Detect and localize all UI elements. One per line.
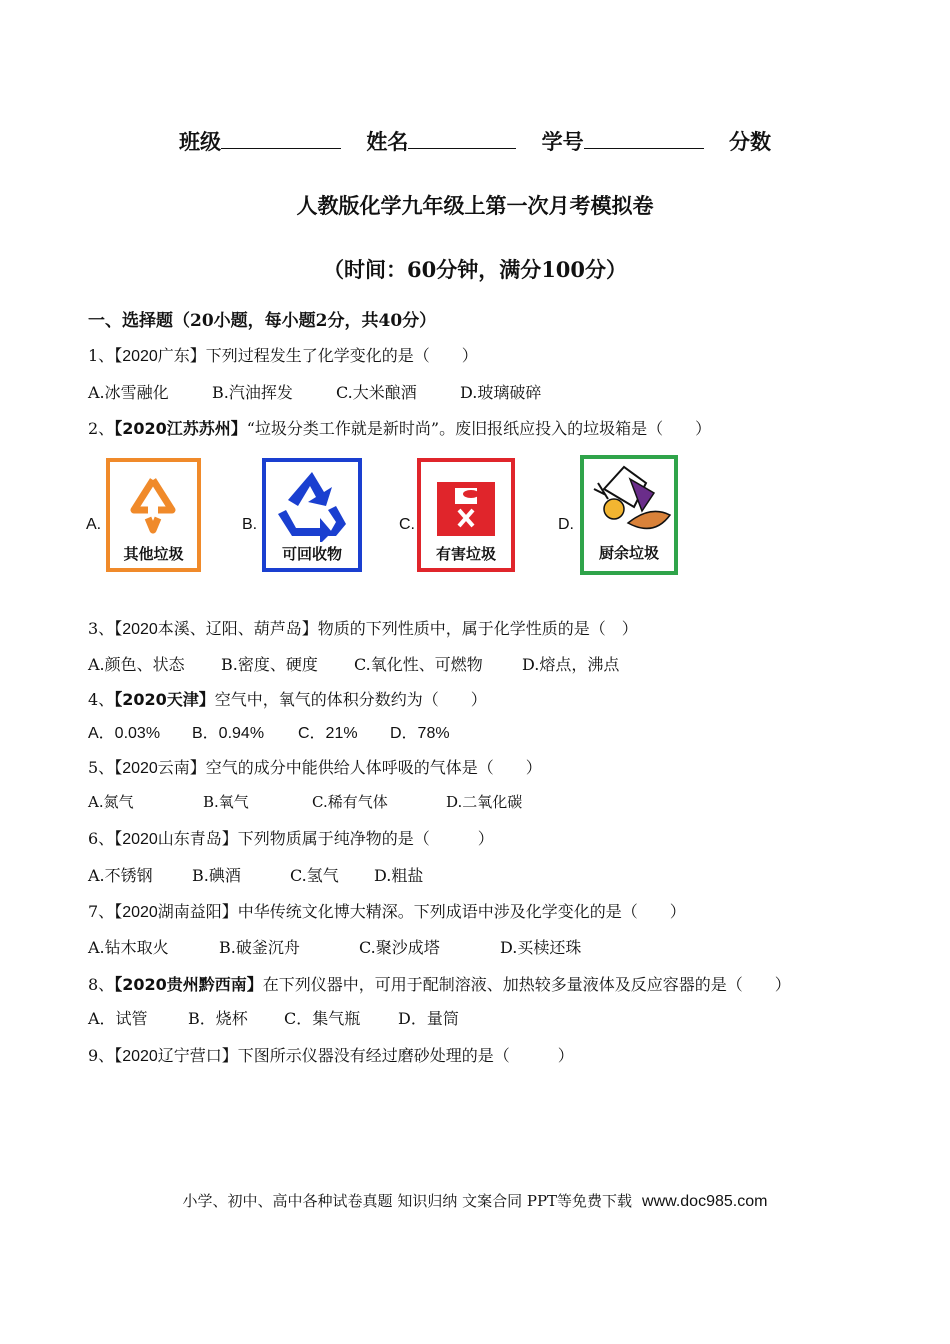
question-text: 在下列仪器中，可用于配制溶液、加热较多量液体及反应容器的是（ ）: [262, 975, 791, 994]
question-source: 【2020山东青岛】: [114, 831, 238, 848]
question-6-options: [88, 863, 423, 886]
option-b[interactable]: B.: [242, 516, 258, 533]
question-7: [88, 899, 686, 922]
option-d[interactable]: D.: [558, 516, 574, 533]
question-2: [88, 416, 711, 439]
option-d[interactable]: D．78%: [390, 725, 450, 742]
question-5: [88, 755, 542, 778]
option-c[interactable]: C．21%: [298, 725, 358, 742]
option-d[interactable]: D．量筒: [398, 1009, 459, 1028]
option-a[interactable]: A．试管: [88, 1009, 148, 1028]
question-7-options: [88, 935, 581, 958]
option-b[interactable]: B．0.94%: [192, 725, 265, 742]
bin-label: 有害垃圾: [435, 545, 496, 563]
option-a[interactable]: A.不锈钢: [88, 866, 153, 885]
other-waste-icon: [110, 462, 197, 542]
option-c[interactable]: C．集气瓶: [284, 1009, 361, 1028]
option-b[interactable]: B.密度、硬度: [221, 655, 318, 674]
exam-title: 人教版化学九年级上第一次月考模拟卷: [296, 193, 654, 218]
waste-bin-options: [86, 455, 706, 580]
question-9: [88, 1043, 574, 1066]
question-source: 【2020江苏苏州】: [114, 419, 247, 438]
question-1-options: [88, 380, 541, 403]
question-3-options: [88, 652, 619, 675]
question-4: [88, 687, 487, 710]
question-6: [88, 826, 494, 849]
kitchen-waste-icon: [584, 459, 674, 545]
page-footer: [0, 1190, 950, 1211]
option-a[interactable]: A.: [86, 516, 102, 533]
question-text: 下图所示仪器没有经过磨砂处理的是（ ）: [237, 1046, 574, 1065]
option-d[interactable]: D.熔点，沸点: [522, 655, 620, 674]
question-number: 3、: [88, 619, 115, 638]
bin-label: 其他垃圾: [123, 545, 184, 563]
score-label: 分数: [728, 129, 771, 154]
class-blank[interactable]: [221, 128, 341, 149]
question-source: 【2020天津】: [114, 690, 215, 709]
option-b[interactable]: B．烧杯: [188, 1009, 248, 1028]
option-b[interactable]: B.破釜沉舟: [219, 938, 300, 957]
question-number: 2、: [88, 419, 115, 438]
question-source: 【2020本溪、辽阳、葫芦岛】: [114, 621, 318, 638]
bin-label: 可回收物: [281, 545, 342, 563]
hazardous-bin[interactable]: [417, 458, 515, 572]
option-d[interactable]: D.粗盐: [374, 866, 424, 885]
question-number: 9、: [88, 1046, 115, 1065]
class-label: 班级: [179, 129, 222, 154]
question-number: 4、: [88, 690, 115, 709]
question-4-options: [88, 720, 450, 743]
option-b[interactable]: B.氧气: [203, 793, 249, 811]
question-8: [88, 972, 791, 995]
option-d[interactable]: D.买椟还珠: [500, 938, 582, 957]
option-a[interactable]: A.颜色、状态: [88, 655, 185, 674]
question-3: [88, 616, 638, 639]
question-number: 7、: [88, 902, 115, 921]
option-a[interactable]: A．0.03%: [88, 725, 161, 742]
section-heading: 一、选择题（20小题，每小题2分，共40分）: [88, 311, 437, 331]
option-b[interactable]: B.汽油挥发: [212, 383, 293, 402]
question-number: 5、: [88, 758, 115, 777]
question-source: 【2020广东】: [114, 348, 206, 365]
question-8-options: [88, 1006, 459, 1029]
question-source: 【2020云南】: [114, 760, 206, 777]
student-info-line: [0, 126, 950, 156]
option-c[interactable]: C.氧化性、可燃物: [354, 655, 483, 674]
option-a[interactable]: A.钻木取火: [88, 938, 169, 957]
id-blank[interactable]: [584, 128, 704, 149]
question-text: 空气中，氧气的体积分数约为（ ）: [214, 690, 487, 709]
footer-site-link[interactable]: www.doc985.com: [642, 1193, 768, 1210]
option-c[interactable]: C.稀有气体: [312, 793, 388, 811]
recycle-icon: [266, 462, 358, 542]
question-text: “垃圾分类工作就是新时尚”。废旧报纸应投入的垃圾箱是（ ）: [246, 419, 712, 438]
question-number: 6、: [88, 829, 115, 848]
option-c[interactable]: C.聚沙成塔: [359, 938, 440, 957]
exam-subtitle: （时间：60分钟，满分100分）: [322, 257, 628, 282]
id-label: 学号: [541, 129, 584, 154]
bin-label: 厨余垃圾: [598, 544, 659, 562]
option-c[interactable]: C.: [399, 516, 415, 533]
option-d[interactable]: D.玻璃破碎: [460, 383, 542, 402]
question-text: 空气的成分中能供给人体呼吸的气体是（ ）: [205, 758, 542, 777]
question-source: 【2020辽宁营口】: [114, 1048, 238, 1065]
option-a[interactable]: A.氮气: [88, 793, 134, 811]
option-c[interactable]: C.大米酿酒: [336, 383, 417, 402]
question-text: 物质的下列性质中，属于化学性质的是（ ）: [317, 619, 638, 638]
recyclable-bin[interactable]: [262, 458, 362, 572]
other-waste-bin[interactable]: [106, 458, 201, 572]
footer-text: 小学、初中、高中各种试卷真题 知识归纳 文案合同 PPT等免费下载: [182, 1192, 633, 1210]
question-1: [88, 343, 478, 366]
question-5-options: [88, 791, 522, 812]
kitchen-waste-bin[interactable]: [580, 455, 678, 575]
name-label: 姓名: [366, 129, 409, 154]
option-d[interactable]: D.二氧化碳: [446, 793, 523, 811]
hazardous-icon: [421, 462, 511, 542]
question-number: 1、: [88, 346, 115, 365]
option-c[interactable]: C.氢气: [290, 866, 339, 885]
name-blank[interactable]: [408, 128, 516, 149]
question-source: 【2020湖南益阳】: [114, 904, 238, 921]
question-text: 中华传统文化博大精深。下列成语中涉及化学变化的是（ ）: [237, 902, 686, 921]
option-a[interactable]: A.冰雪融化: [88, 383, 169, 402]
option-b[interactable]: B.碘酒: [192, 866, 241, 885]
question-text: 下列过程发生了化学变化的是（ ）: [205, 346, 478, 365]
question-source: 【2020贵州黔西南】: [114, 975, 263, 994]
question-number: 8、: [88, 975, 115, 994]
question-text: 下列物质属于纯净物的是（ ）: [237, 829, 494, 848]
